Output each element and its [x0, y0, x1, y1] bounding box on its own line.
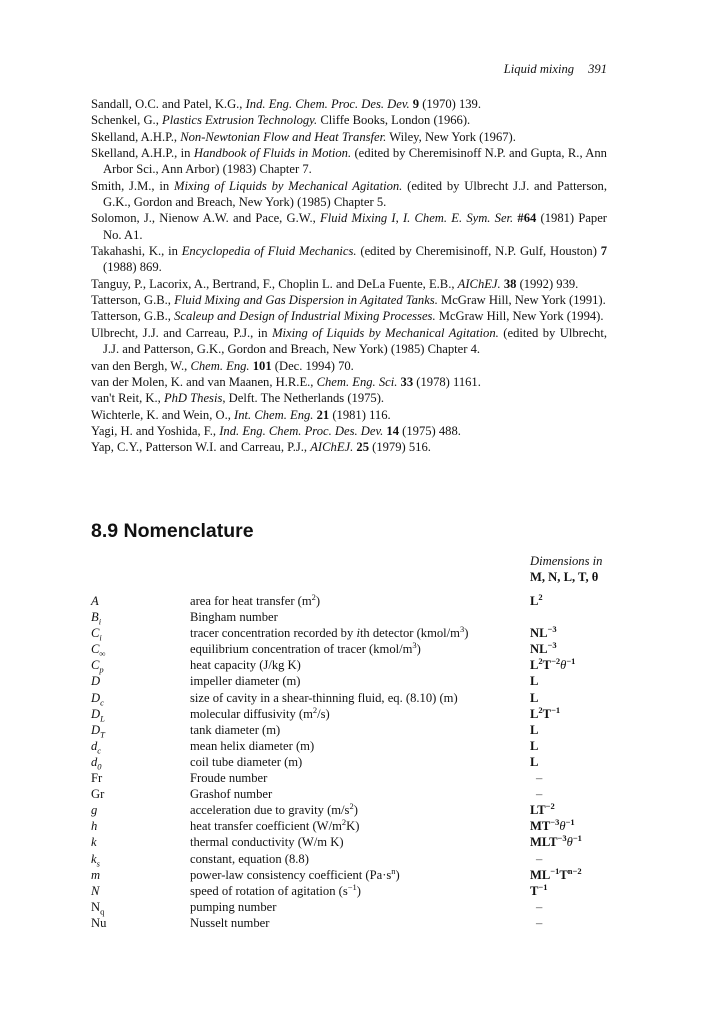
nomenclature-row — [91, 786, 611, 802]
text-segment: ) — [395, 867, 400, 882]
symbol — [91, 802, 97, 818]
running-head — [504, 62, 607, 77]
text-segment: ML — [530, 867, 551, 882]
description — [190, 593, 320, 609]
symbol — [91, 625, 102, 641]
text-segment: Non-Newtonian Flow and Heat Transfer. — [180, 129, 387, 144]
dimensions — [530, 738, 538, 754]
text-segment: 101 — [252, 358, 272, 373]
nomenclature-row — [91, 657, 611, 673]
text-segment: Handbook of Fluids in Motion. — [193, 146, 352, 161]
text-segment: Chem. Eng. — [190, 358, 250, 373]
text-segment: speed of rotation of agitation (s — [190, 883, 348, 898]
text-segment: Yagi, H. and Yoshida, F., — [91, 423, 220, 438]
text-segment: D — [91, 674, 101, 689]
dimensions — [530, 883, 548, 899]
text-segment: mean helix diameter (m) — [190, 738, 315, 753]
text-segment: Takahashi, K., in — [91, 244, 182, 259]
dimensions — [530, 657, 575, 673]
text-segment: 38 — [503, 276, 517, 291]
reference-entry — [91, 390, 607, 406]
text-segment: T — [100, 729, 105, 740]
text-segment: −3 — [547, 624, 557, 634]
text-segment: −1 — [565, 817, 575, 828]
reference-entry — [91, 145, 607, 178]
text-segment: Fluid Mixing and Gas Dispersion in Agitated Tanks. — [174, 293, 438, 308]
nomenclature-row — [91, 641, 611, 657]
text-segment: #64 — [517, 211, 537, 226]
nomenclature-row — [91, 706, 611, 722]
dimensions — [530, 818, 575, 834]
symbol — [91, 722, 105, 738]
description — [190, 770, 267, 786]
symbol — [91, 899, 104, 915]
text-segment: Schenkel, G., — [91, 113, 162, 128]
text-segment: Mixing of Liquids by Mechanical Agitation. — [272, 325, 499, 340]
text-segment: B — [91, 610, 99, 625]
text-segment: T — [542, 658, 552, 673]
reference-entry — [91, 439, 607, 455]
symbol — [91, 641, 105, 657]
text-segment: – — [536, 915, 543, 930]
nomenclature-row — [91, 754, 611, 770]
text-segment: Skelland, A.H.P., in — [91, 146, 194, 161]
text-segment: n−2 — [567, 865, 582, 876]
text-segment: Smith, J.M., in — [91, 178, 174, 193]
nomenclature-row — [91, 867, 611, 883]
text-segment: c — [97, 745, 102, 756]
nomenclature-row — [91, 609, 611, 625]
description — [190, 883, 361, 899]
dimensions — [536, 899, 542, 915]
text-segment: Scaleup and Design of Industrial Mixing Processes. — [174, 309, 436, 324]
description — [190, 690, 458, 706]
dimensions — [530, 802, 555, 818]
text-segment: L — [530, 722, 539, 737]
text-segment: L — [530, 594, 539, 608]
text-segment: MT — [530, 819, 551, 834]
description — [190, 738, 314, 754]
text-segment: Plastics Extrusion Technology. — [162, 113, 318, 128]
text-segment: −1 — [551, 704, 561, 715]
description — [190, 851, 309, 867]
text-segment: 2 — [311, 591, 316, 602]
dimensions — [530, 625, 557, 641]
description — [190, 722, 280, 738]
text-segment: 21 — [316, 407, 330, 422]
text-segment: Skelland, A.H.P., — [91, 129, 181, 144]
reference-entry — [91, 374, 607, 390]
text-segment: (edited by Ulbrecht, J.J. and Patterson, G.K., Gordon and Breach, New York) (1985) Chapter 4. — [103, 325, 607, 357]
text-segment: −2 — [551, 656, 561, 667]
text-segment: T — [530, 883, 539, 898]
text-segment: 2 — [538, 656, 543, 667]
text-segment: Nu — [91, 915, 107, 930]
text-segment: k — [91, 835, 97, 850]
text-segment: C — [91, 642, 100, 657]
text-segment: 2 — [341, 817, 347, 828]
reference-entry — [91, 325, 607, 358]
text-segment: (1981) 116. — [329, 407, 391, 422]
nomenclature-row — [91, 738, 611, 754]
symbol — [91, 867, 100, 883]
symbol — [91, 770, 102, 786]
text-segment: Grashof number — [190, 787, 273, 802]
reference-entry — [91, 178, 607, 211]
text-segment: m — [91, 867, 101, 882]
text-segment: Solomon, J., Nienow A.W. and Pace, G.W., — [91, 211, 321, 226]
text-segment: D — [91, 722, 101, 737]
text-segment: 3 — [459, 624, 465, 634]
dimensions — [530, 706, 560, 722]
description — [190, 802, 358, 818]
description — [190, 609, 278, 625]
text-segment: i — [98, 616, 102, 627]
text-segment: p — [99, 664, 104, 675]
text-segment: acceleration due to gravity (m/s — [190, 803, 350, 818]
text-segment: −1 — [550, 865, 560, 876]
text-segment: van der Molen, K. and van Maanen, H.R.E., — [91, 374, 317, 389]
symbol — [91, 706, 105, 722]
dimensions — [536, 851, 542, 867]
text-segment: Wiley, New York (1967). — [386, 129, 516, 144]
text-segment: McGraw Hill, New York (1994). — [435, 309, 604, 324]
reference-entry — [91, 210, 607, 243]
description — [190, 786, 272, 802]
text-segment: −1 — [566, 656, 576, 667]
text-segment: d — [91, 754, 98, 769]
description — [190, 673, 301, 689]
nomenclature-row — [91, 899, 611, 915]
text-segment: i — [99, 632, 102, 643]
text-segment: L — [530, 754, 539, 769]
dimensions-header-line2: M, N, L, T, θ — [530, 570, 599, 584]
text-segment: – — [536, 851, 543, 866]
text-segment: ) — [315, 594, 321, 608]
text-segment: ) — [416, 642, 421, 657]
text-segment: q — [100, 906, 105, 917]
text-segment: equilibrium concentration of tracer (kmol/m — [190, 642, 413, 657]
text-segment: – — [536, 787, 543, 802]
text-segment: PhD Thesis — [163, 391, 223, 406]
text-segment: (1978) 1161. — [413, 374, 481, 389]
text-segment: , Delft. The Netherlands (1975). — [222, 391, 385, 406]
text-segment: NL — [530, 642, 548, 657]
text-segment: C — [91, 626, 100, 641]
text-segment: Bingham number — [190, 610, 278, 625]
running-head-title: Liquid mixing — [503, 62, 575, 76]
reference-entry — [91, 243, 607, 276]
text-segment: (1981) Paper No. A1. — [103, 211, 607, 242]
text-segment: h — [91, 819, 98, 834]
text-segment: NL — [530, 626, 548, 641]
text-segment: L — [530, 738, 539, 753]
reference-entry — [91, 276, 607, 292]
symbol — [91, 609, 101, 625]
text-segment: heat transfer coefficient (W/m — [190, 819, 342, 834]
dimensions — [530, 867, 582, 883]
symbol — [91, 754, 102, 770]
nomenclature-row — [91, 722, 611, 738]
text-segment: Cliffe Books, London (1966). — [317, 113, 471, 128]
text-segment: 14 — [386, 423, 400, 438]
symbol — [91, 786, 104, 802]
dimensions — [530, 641, 557, 657]
text-segment: −3 — [547, 640, 557, 651]
description — [190, 625, 468, 641]
description — [190, 899, 276, 915]
text-segment: Wichterle, K. and Wein, O., — [91, 407, 235, 422]
reference-entry — [91, 308, 607, 324]
reference-list — [91, 96, 607, 456]
text-segment: Fluid Mixing I, I. Chem. E. Sym. Ser. — [320, 211, 514, 226]
nomenclature-row — [91, 770, 611, 786]
text-segment: th detector (kmol/m — [359, 626, 460, 641]
text-segment: (1979) 516. — [369, 440, 431, 455]
reference-entry — [91, 292, 607, 308]
nomenclature-row — [91, 915, 611, 931]
text-segment: coil tube diameter (m) — [190, 754, 303, 769]
description — [190, 706, 330, 722]
symbol — [91, 593, 99, 609]
dimensions — [536, 915, 542, 931]
symbol — [91, 690, 104, 706]
dimensions — [530, 673, 538, 689]
text-segment: 9 — [412, 97, 420, 111]
text-segment: −1 — [538, 881, 548, 892]
text-segment: area for heat transfer (m — [190, 594, 312, 608]
text-segment: AIChEJ. — [310, 440, 354, 455]
dimensions — [530, 754, 538, 770]
symbol — [91, 818, 97, 834]
dimensions — [536, 786, 542, 802]
description — [190, 834, 344, 850]
text-segment: −1 — [347, 881, 357, 892]
nomenclature-row — [91, 625, 611, 641]
text-segment: L — [530, 690, 539, 705]
text-segment: L — [530, 674, 539, 689]
text-segment: Tatterson, G.B., — [91, 293, 175, 308]
text-segment: ∞ — [99, 648, 106, 659]
text-segment: 33 — [400, 374, 414, 389]
text-segment: tank diameter (m) — [190, 722, 281, 737]
text-segment: −1 — [572, 833, 582, 844]
text-segment: van den Bergh, W., — [91, 358, 191, 373]
text-segment: T — [542, 706, 552, 721]
reference-entry — [91, 112, 607, 128]
symbol — [91, 834, 97, 850]
text-segment: (edited by Cheremisinoff N.P. and Gupta, R., Ann Arbor Sci., Ann Arbor) (1983) Chapter 7. — [103, 146, 607, 177]
text-segment: McGraw Hill, New York (1991). — [437, 293, 606, 308]
text-segment: Tatterson, G.B., — [91, 309, 175, 324]
symbol — [91, 657, 104, 673]
reference-entry — [91, 129, 607, 145]
text-segment: pumping number — [190, 899, 277, 914]
text-segment: d — [91, 738, 98, 753]
text-segment: L — [530, 658, 539, 673]
text-segment: N — [91, 883, 100, 898]
text-segment: −2 — [545, 801, 555, 812]
text-segment: 3 — [412, 640, 417, 651]
text-segment: (edited by Cheremisinoff, N.P. Gulf, Houston) — [356, 244, 601, 259]
text-segment: Gr — [91, 787, 105, 802]
text-segment: – — [536, 899, 543, 914]
description — [190, 867, 400, 883]
text-segment: molecular diffusivity (m — [190, 706, 313, 721]
text-segment: van't Reit, K., — [91, 391, 164, 406]
nomenclature-row — [91, 883, 611, 899]
description — [190, 818, 359, 834]
symbol — [91, 738, 101, 754]
text-segment: k — [91, 851, 97, 866]
nomenclature-row — [91, 673, 611, 689]
nomenclature-row — [91, 818, 611, 834]
text-segment: L — [100, 713, 105, 724]
text-segment: thermal conductivity (W/m K) — [190, 835, 344, 850]
text-segment: T — [559, 867, 568, 882]
text-segment: Int. Chem. Eng. — [234, 407, 314, 422]
text-segment: C — [91, 658, 100, 673]
nomenclature-row — [91, 690, 611, 706]
reference-entry — [91, 96, 607, 112]
text-segment: 2 — [312, 704, 318, 715]
text-segment: size of cavity in a shear-thinning fluid, eq. (8.10) (m) — [190, 690, 458, 705]
text-segment: Tanguy, P., Lacorix, A., Bertrand, F., Choplin L. and DeLa Fuente, E.B., — [91, 276, 458, 291]
text-segment: (1970) 139. — [419, 97, 482, 111]
text-segment: −3 — [557, 833, 567, 844]
dimensions-header-line1: Dimensions in — [530, 554, 603, 568]
text-segment: Ind. Eng. Chem. Proc. Des. Dev. — [245, 97, 410, 111]
text-segment: K) — [346, 819, 360, 834]
description — [190, 641, 421, 657]
text-segment: (1975) 488. — [399, 423, 461, 438]
text-segment: MLT — [530, 835, 558, 850]
text-segment: −3 — [550, 817, 560, 828]
text-segment: θ — [566, 835, 573, 850]
dimensions — [530, 593, 543, 609]
text-segment: N — [91, 899, 101, 914]
text-segment: /s) — [317, 706, 330, 721]
text-segment: 7 — [600, 244, 608, 259]
dimensions — [530, 834, 582, 850]
text-segment: Chem. Eng. Sci. — [316, 374, 398, 389]
text-segment: AIChEJ. — [457, 276, 501, 291]
text-segment: heat capacity (J/kg K) — [190, 658, 301, 673]
description — [190, 754, 302, 770]
text-segment: Mixing of Liquids by Mechanical Agitation. — [173, 178, 403, 193]
text-segment: LT — [530, 803, 546, 818]
reference-entry — [91, 407, 607, 423]
symbol — [91, 851, 100, 867]
text-segment: i — [356, 626, 360, 641]
section-heading: 8.9 Nomenclature — [91, 520, 254, 542]
text-segment: Fr — [91, 771, 103, 786]
text-segment: power-law consistency coefficient (Pa·s — [190, 867, 392, 882]
text-segment: tracer concentration recorded by — [190, 626, 357, 641]
text-segment: (1992) 939. — [516, 276, 579, 291]
text-segment: ) — [356, 883, 361, 898]
dimensions — [530, 690, 538, 706]
nomenclature-row — [91, 593, 611, 609]
dimensions — [530, 722, 538, 738]
text-segment: (edited by Ulbrecht J.J. and Patterson, G.K., Gordon and Breach, New York) (1985) Chapter 5. — [103, 178, 608, 210]
text-segment: – — [536, 771, 543, 786]
text-segment: L — [530, 706, 539, 721]
nomenclature-table — [91, 593, 611, 931]
text-segment: c — [100, 697, 104, 708]
text-segment: Sandall, O.C. and Patel, K.G., — [91, 97, 246, 111]
text-segment: 2 — [349, 801, 354, 812]
text-segment: impeller diameter (m) — [190, 674, 301, 689]
nomenclature-row — [91, 834, 611, 850]
text-segment: g — [91, 803, 98, 818]
symbol — [91, 915, 106, 931]
text-segment: ) — [353, 803, 358, 818]
text-segment: 25 — [356, 440, 369, 455]
text-segment: n — [391, 865, 396, 876]
reference-entry — [91, 423, 607, 439]
text-segment: Ulbrecht, J.J. and Carreau, P.J., in — [91, 325, 273, 340]
text-segment: s — [96, 858, 100, 869]
text-segment: θ — [560, 658, 567, 673]
text-segment: 0 — [97, 761, 102, 772]
text-segment: A — [91, 594, 99, 608]
text-segment: D — [91, 706, 101, 721]
text-segment: D — [91, 690, 101, 705]
description — [190, 657, 301, 673]
text-segment: Nusselt number — [190, 915, 270, 930]
nomenclature-row — [91, 802, 611, 818]
text-segment: 2 — [538, 704, 543, 715]
text-segment: Froude number — [190, 771, 268, 786]
text-segment: (1988) 869. — [103, 260, 162, 275]
nomenclature-row — [91, 851, 611, 867]
symbol — [91, 883, 99, 899]
text-segment: constant, equation (8.8) — [190, 851, 309, 866]
text-segment: Ind. Eng. Chem. Proc. Des. Dev. — [219, 423, 384, 438]
dimensions-header — [530, 553, 602, 585]
dimensions — [536, 770, 542, 786]
text-segment: (Dec. 1994) 70. — [271, 358, 354, 373]
description — [190, 915, 269, 931]
symbol — [91, 673, 100, 689]
text-segment: Encyclopedia of Fluid Mechanics. — [181, 244, 357, 259]
page-number: 391 — [588, 62, 607, 76]
text-segment: Yap, C.Y., Patterson W.I. and Carreau, P.J., — [91, 440, 311, 455]
text-segment: θ — [559, 819, 566, 834]
text-segment: ) — [464, 626, 469, 641]
text-segment: 2 — [538, 591, 543, 602]
reference-entry — [91, 358, 607, 374]
